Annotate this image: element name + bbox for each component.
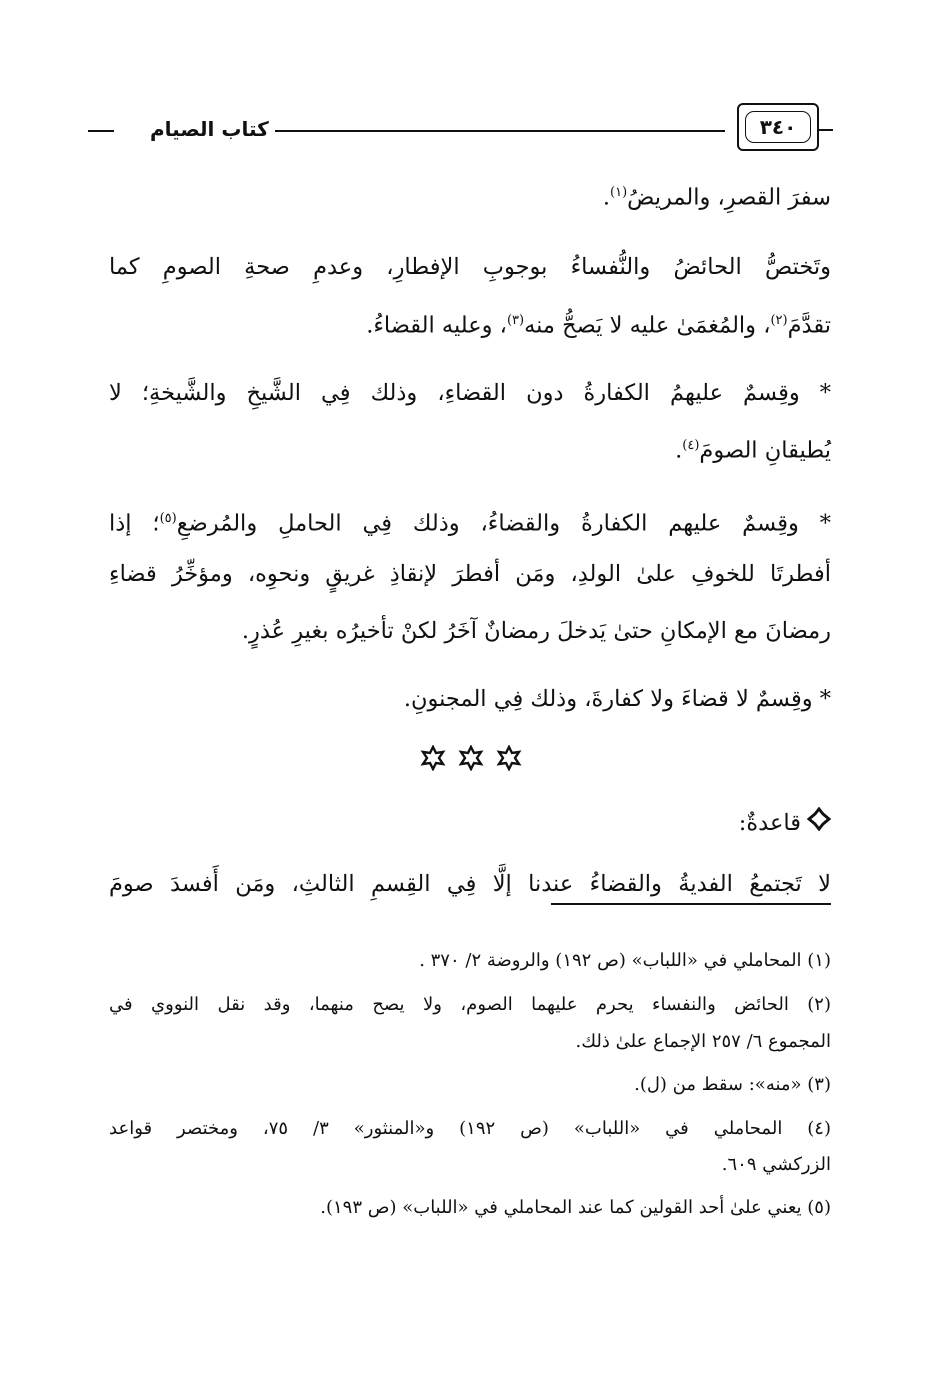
footnote-ref[interactable]: (١) <box>610 185 628 200</box>
footnote-continuation: المجموع ٦/ ٢٥٧ الإجماع علىٰ ذلك. <box>575 1031 831 1052</box>
page-number-frame <box>737 103 819 151</box>
line-text: يُطيقانِ الصومَ <box>699 437 831 464</box>
text-line: لا تَجتمعُ الفديةُ والقضاءُ عندنا إلَّا فِي القِسمِ الثالثِ، ومَن أَفسدَ صومَ <box>109 871 831 897</box>
footnote: (١) المحاملي في «اللباب» (ص ١٩٢) والروضة ٢/ ٣٧٠ . <box>419 950 831 971</box>
footnote-continuation: الزركشي ٦٠٩. <box>721 1154 831 1175</box>
eight-point-star-icon <box>496 745 522 771</box>
text-line <box>109 429 831 468</box>
text-line: * وقِسمٌ عليهمُ الكفارةُ دون القضاءِ، وذلك فِي الشَّيخِ والشَّيخةِ؛ لا <box>109 380 831 406</box>
section-separator <box>0 745 941 775</box>
footnote: (٣) «منه»: سقط من (ل). <box>634 1074 831 1095</box>
footnote: (٥) يعني علىٰ أحد القولين كما عند المحاملي في «اللباب» (ص ١٩٣). <box>320 1197 831 1218</box>
text-line: أفطرتَا للخوفِ علىٰ الولدِ، ومَن أفطرَ لإنقاذِ غريقٍ ونحوِه، ومؤخِّرُ قضاءِ <box>109 561 832 587</box>
header-dash <box>88 130 114 132</box>
footnote-ref[interactable]: (٣) <box>506 313 525 328</box>
footnote-ref[interactable]: (٤) <box>682 438 700 453</box>
page-header <box>88 103 833 155</box>
line-text: ، وعليه القضاءُ. <box>366 312 507 339</box>
footnote: (٤) المحاملي في «اللباب» (ص ١٩٢) و«المنثور» ٣/ ٧٥، ومختصر قواعد <box>109 1118 831 1139</box>
eight-point-star-icon <box>458 745 484 771</box>
diamond-flower-icon <box>807 807 831 841</box>
line-text: . <box>675 437 683 464</box>
line-text: . <box>602 184 610 211</box>
header-tick <box>819 129 833 131</box>
text-line <box>109 304 831 343</box>
text-line <box>109 502 831 541</box>
page-number: ٣٤٠ <box>745 111 811 143</box>
text-line: رمضانَ مع الإمكانِ حتىٰ يَدخلَ رمضانٌ آخَرُ لكنْ تأخيرُه بغيرِ عُذرٍ. <box>241 618 831 644</box>
text-line: وتَختصُّ الحائضُ والنُّفساءُ بوجوبِ الإفطارِ، وعدمِ صحةِ الصومِ كما <box>109 254 831 280</box>
line-text: ، والمُغمَىٰ عليه لا يَصحُّ منه <box>524 312 771 339</box>
line-text: سفرَ القصرِ، والمريضُ <box>627 184 831 211</box>
text-line: * وقِسمٌ لا قضاءَ ولا كفارةَ، وذلك فِي المجنونِ. <box>403 686 831 712</box>
running-title: كتاب الصيام <box>150 117 269 141</box>
rule-heading-text: قاعدةٌ: <box>738 810 801 836</box>
footnote-separator <box>551 903 831 905</box>
line-text: تقدَّمَ <box>787 312 831 339</box>
footnote-ref[interactable]: (٥) <box>159 511 177 526</box>
rule-heading <box>109 806 831 841</box>
eight-point-star-icon <box>420 745 446 771</box>
footnote: (٢) الحائض والنفساء يحرم عليهما الصوم، ولا يصح منهما، وقد نقل النووي في <box>109 994 831 1015</box>
text-line <box>109 176 831 215</box>
line-text: * وقِسمٌ عليهم الكفارةُ والقضاءُ، وذلك فِي الحاملِ والمُرضعِ <box>176 510 831 537</box>
footnote-ref[interactable]: (٢) <box>770 313 788 328</box>
header-rule <box>275 130 725 132</box>
line-text: ؛ إذا <box>109 510 160 537</box>
